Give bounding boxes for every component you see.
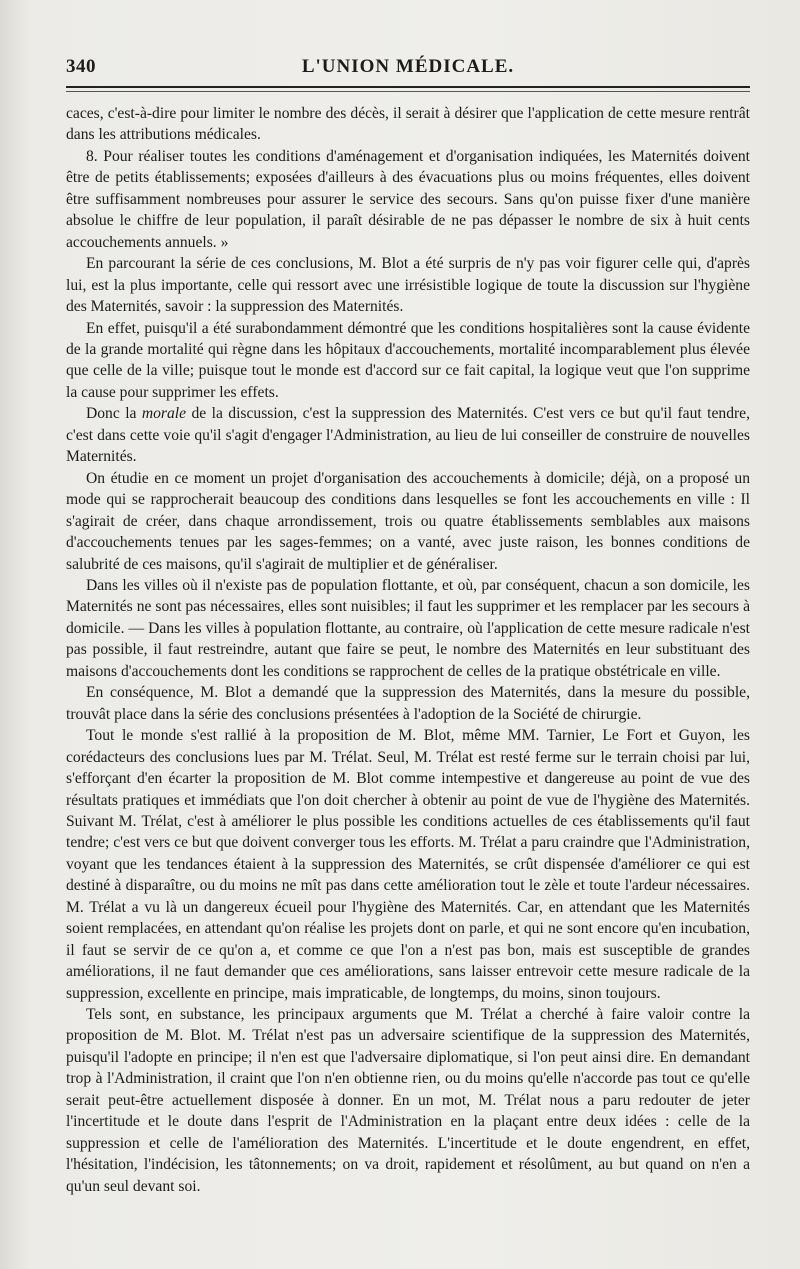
page-number: 340 xyxy=(66,56,96,77)
paragraph: En conséquence, M. Blot a demandé que la suppression des Maternités, dans la mesure du possible, trouvât place dans la série des conclusions présentées à l'adoption de la Société de chirurgie. xyxy=(66,684,750,723)
emphasis-word: morale xyxy=(141,405,187,423)
running-title: L'UNION MÉDICALE. xyxy=(301,56,515,77)
paragraph: Tout le monde s'est rallié à la proposition de M. Blot, même MM. Tarnier, Le Fort et Guyon, les corédacteurs des conclusions lues par M. Trélat. Seul, M. Trélat est resté ferme sur le terrain choisi par lui, s'efforçant d'en écarter la proposition de M. Blot comme intempestive et dangereuse au point de vue des résultats pratiques et immédiats que l'on doit chercher à obtenir au point de vue de l'hygiène des Maternités. Suivant M. Trélat, c'est à améliorer le plus possible les conditions actuelles de ces établissements qu'il faut tendre; c'est vers ce but que doivent converger tous les efforts. M. Trélat a paru craindre que l'Administration, voyant que les tendances étaient à la suppression des Maternités, se crût dispensée d'améliorer ce qui est destiné à disparaître, ou du moins ne mît pas dans cette amélioration tout le zèle et toute l'ardeur nécessaires. M. Trélat a vu là un dangereux écueil pour l'hygiène des Maternités. Car, en attendant que les Maternités soient remplacées, en attendant qu'on réalise les projets dont on parle, et qui ne sont encore qu'en incubation, il faut se servir de ce qu'on a, et comme ce que l'on a n'est pas bon, mais est susceptible de grandes améliorations, il ne faut demander que ces améliorations, sans laisser entrevoir cette mesure radicale de la suppression, excellente en principe, mais impraticable, de longtemps, du moins, sinon toujours. xyxy=(66,727,750,1002)
paragraph-text: de la discussion, c'est la suppression des Maternités. C'est vers ce but qu'il faut tendre, c'est dans cette voie qu'il s'agit d'engager l'Administration, au lieu de lui conseiller de construire de nouvelles Maternités. xyxy=(66,405,750,466)
paragraph: Tels sont, en substance, les principaux arguments que M. Trélat a cherché à faire valoir contre la proposition de M. Blot. M. Trélat n'est pas un adversaire scientifique de la suppression des Maternités, puisqu'il l'adopte en principe; il n'en est que l'adversaire diplomatique, si l'on peut ainsi dire. En demandant trop à l'Administration, il craint que l'on n'en obtienne rien, ou du moins qu'elle n'accorde pas tout ce qu'elle serait peut-être actuellement disposée à donner. En un mot, M. Trélat nous a paru redouter de jeter l'incertitude et le doute dans l'esprit de l'Administration en la plaçant entre deux idées : celle de la suppression et celle de l'amélioration des Maternités. L'incertitude et le doute engendrent, en effet, l'hésitation, l'indécision, les tâtonnements; on va droit, rapidement et résolûment, au but quand on n'en a qu'un seul devant soi. xyxy=(66,1006,750,1195)
paragraph: En effet, puisqu'il a été surabondamment démontré que les conditions hospitalières sont la cause évidente de la grande mortalité qui règne dans les hôpitaux d'accouchements, mortalité incomparablement plus élevée que celle de la ville; puisque tout le monde est d'accord sur ce fait capital, la logique veut que l'on supprime la cause pour supprimer les effets. xyxy=(66,319,750,401)
paragraph: On étudie en ce moment un projet d'organisation des accouchements à domicile; déjà, on a proposé un mode qui se rapprocherait beaucoup des conditions dans lesquelles se font les accouchements en ville : Il s'agirait de créer, dans chaque arrondissement, trois ou quatre établissements semblables aux maisons d'accouchements tenues par les sages-femmes; on a vanté, avec juste raison, les bonnes conditions de salubrité de ces maisons, qu'il s'agirait de multiplier et de généraliser. xyxy=(66,469,750,573)
article-body xyxy=(66,103,750,1197)
paragraph xyxy=(66,403,750,467)
paragraph: Dans les villes où il n'existe pas de population flottante, et où, par conséquent, chacun a son domicile, les Maternités ne sont pas nécessaires, elles sont nuisibles; il faut les supprimer et les remplacer par les secours à domicile. — Dans les villes à population flottante, au contraire, où l'application de cette mesure radicale n'est pas possible, il faut restreindre, autant que faire se peut, le nombre des Maternités en leur substituant des maisons d'accouchements dont les conditions se rapprochent de celles de la pratique obstétricale en ville. xyxy=(66,576,750,680)
paragraph: 8. Pour réaliser toutes les conditions d'aménagement et d'organisation indiquées, les Maternités doivent être de petits établissements; exposées d'ailleurs à des évacuations plus ou moins fréquentes, elles doivent être suffisamment nombreuses pour assurer le service des secours. Sans qu'on puisse fixer d'une manière absolue le chiffre de leur population, il paraît désirable de ne pas dépasser le nombre de six à huit cents accouchements annuels. » xyxy=(66,147,750,251)
paragraph-text: Donc la xyxy=(86,405,142,423)
paragraph: caces, c'est-à-dire pour limiter le nombre des décès, il serait à désirer que l'application de cette mesure rentrât dans les attributions médicales. xyxy=(66,105,750,144)
paragraph: En parcourant la série de ces conclusions, M. Blot a été surpris de n'y pas voir figurer celle qui, d'après lui, est la plus importante, celle qui ressort avec une irrésistible logique de toute la discussion sur l'hygiène des Maternités, savoir : la suppression des Maternités. xyxy=(66,255,750,316)
header-rule xyxy=(66,86,750,92)
page-header xyxy=(66,56,750,80)
